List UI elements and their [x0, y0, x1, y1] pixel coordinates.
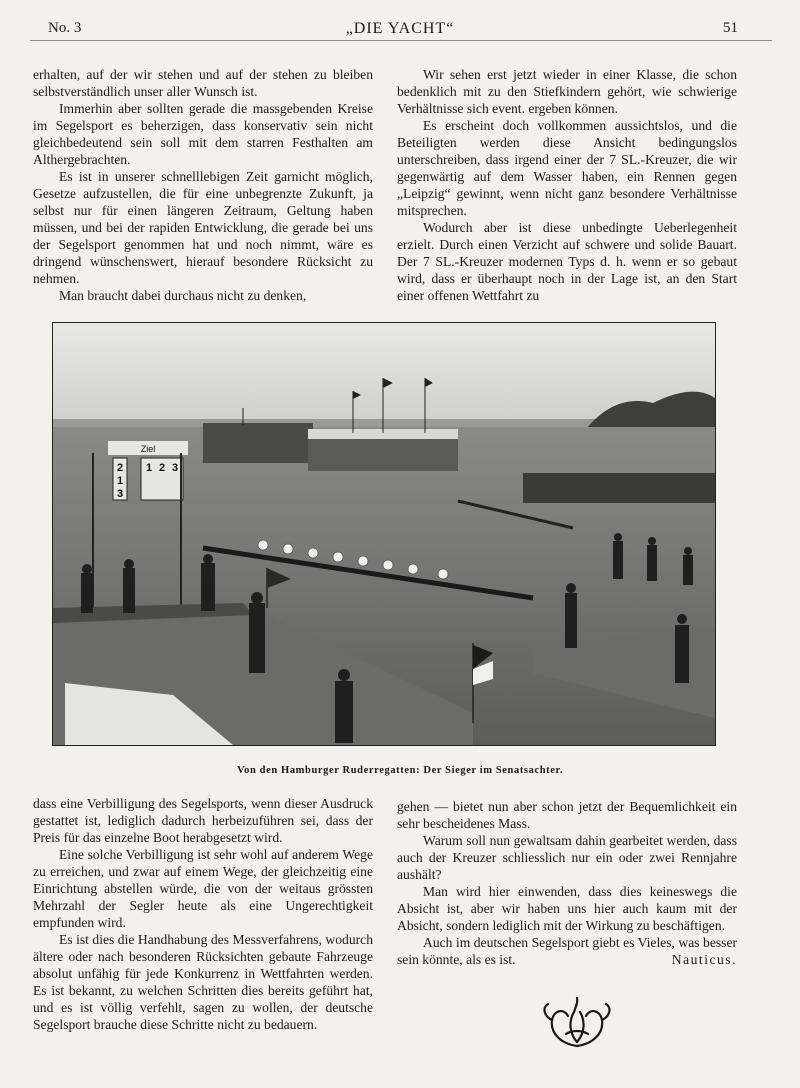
- issue-number: No. 3: [48, 20, 82, 36]
- paragraph: gehen — bietet nun aber schon jetzt der Bequemlichkeit ein sehr bescheidenes Mass.: [397, 799, 737, 831]
- paragraph: Immerhin aber sollten gerade die massgebenden Kreise im Segelsport es beherzigen, dass konservativ sein nicht gleichbedeutend sein soll mit dem starren Festhalten am Althergebrachten.: [33, 101, 373, 167]
- author-signature: Nauticus.: [671, 952, 737, 967]
- paragraph: dass eine Verbilligung des Segelsports, wenn dieser Ausdruck gestattet ist, lediglich dadurch herbeizuführen sei, dass der Preis für das einzelne Boot herabgesetzt wird.: [33, 796, 373, 845]
- journal-title: „DIE YACHT“: [345, 20, 455, 37]
- column-top-left: [33, 66, 373, 304]
- paragraph: Es ist in unserer schnelllebigen Zeit garnicht möglich, Gesetze aufzustellen, die für eine unbegrenzte Zukunft, ja selbst nur für einen längeren Zeitraum, Geltung haben müssen, und bei der rapiden Entwicklung, die gerade bei uns der Segelsport genommen hat und noch nimmt, wäre es dringend wünschenswert, hierauf besondere Rücksicht zu nehmen.: [33, 169, 373, 286]
- board-number: 1: [145, 462, 153, 474]
- board-number: 2: [116, 462, 124, 474]
- paragraph: Es ist dies die Handhabung des Messverfahrens, wodurch ältere oder nach besonderen Rücksichten gebaute Fahrzeuge absolut unfähig für jede Konkurrenz in Wettfahrten werden. Es ist bekannt, zu welchen Schritten dies bereits geführt hat, und es ist völlig verfehlt, sagen zu wollen, der deutsche Segelsport brauche diese Schritte nicht zu bedauern.: [33, 932, 373, 1032]
- board-number: 3: [116, 488, 124, 500]
- regatta-photograph: [52, 322, 716, 746]
- header-rule: [30, 40, 772, 41]
- paragraph: [397, 934, 737, 968]
- paragraph: Eine solche Verbilligung ist sehr wohl auf anderem Wege zu erreichen, und zwar auf einem Wege, der gleichzeitig eine Einrichtung abstellen würde, die von der weitaus grössten Mehrzahl der Segler heute als eine Ungerechtigkeit empfunden wird.: [33, 847, 373, 930]
- column-top-right: [397, 66, 737, 304]
- paragraph: Wir sehen erst jetzt wieder in einer Klasse, die schon bedenklich mit zu den Stiefkindern gehört, wie schwierige Verhältnisse sich event. ergeben können.: [397, 67, 737, 116]
- paragraph: Man braucht dabei durchaus nicht zu denken,: [59, 288, 307, 303]
- paragraph-text: Auch im deutschen Segelsport giebt es Vieles, was besser sein könnte, als es ist.: [397, 935, 737, 967]
- floral-ornament-icon: [538, 994, 616, 1050]
- page-header: [0, 0, 800, 44]
- paragraph: Warum soll nun gewaltsam dahin gearbeitet werden, dass auch der Kreuzer schliesslich nur ein oder zwei Rennjahre aushält?: [397, 833, 737, 882]
- board-number: 1: [116, 475, 124, 487]
- paragraph: erhalten, auf der wir stehen und auf der stehen zu bleiben selbstverständlich unser aller Wunsch ist.: [33, 67, 373, 99]
- column-bottom-right: [397, 798, 737, 968]
- paragraph: Man wird hier einwenden, dass dies keineswegs die Absicht ist, aber wir haben uns hier auch kaum mit der Absicht, sondern lediglich mit der Wirkung zu beschäftigen.: [397, 884, 737, 933]
- photo-illustration: [53, 323, 715, 745]
- column-bottom-left: [33, 795, 373, 1033]
- board-number: 3: [171, 462, 179, 474]
- paragraph: Wodurch aber ist diese unbedingte Ueberlegenheit erzielt. Durch einen Verzicht auf schwere und solide Bauart. Der 7 SL.-Kreuzer modernen Typs d. h. wenn er so gebaut wird, dass er überhaupt noch in der Lage ist, an den Start einer offenen Wettfahrt zu: [397, 220, 737, 303]
- paragraph: Es erscheint doch vollkommen aussichtslos, und die Beteiligten werden diese Ansicht bedingungslos unterschreiben, dass irgend einer der 7 SL.-Kreuzer, die wir gegenwärtig auf dem Wasser haben, ein Rennen gegen „Leipzig“ gewinnt, wenn nicht ganz besondere Verhältnisse mitsprechen.: [397, 118, 737, 218]
- page-number: 51: [723, 20, 738, 36]
- photo-caption: Von den Hamburger Ruderregatten: Der Sieger im Senatsachter.: [236, 765, 564, 776]
- board-number: 2: [158, 462, 166, 474]
- finish-board-label: Ziel: [140, 444, 156, 454]
